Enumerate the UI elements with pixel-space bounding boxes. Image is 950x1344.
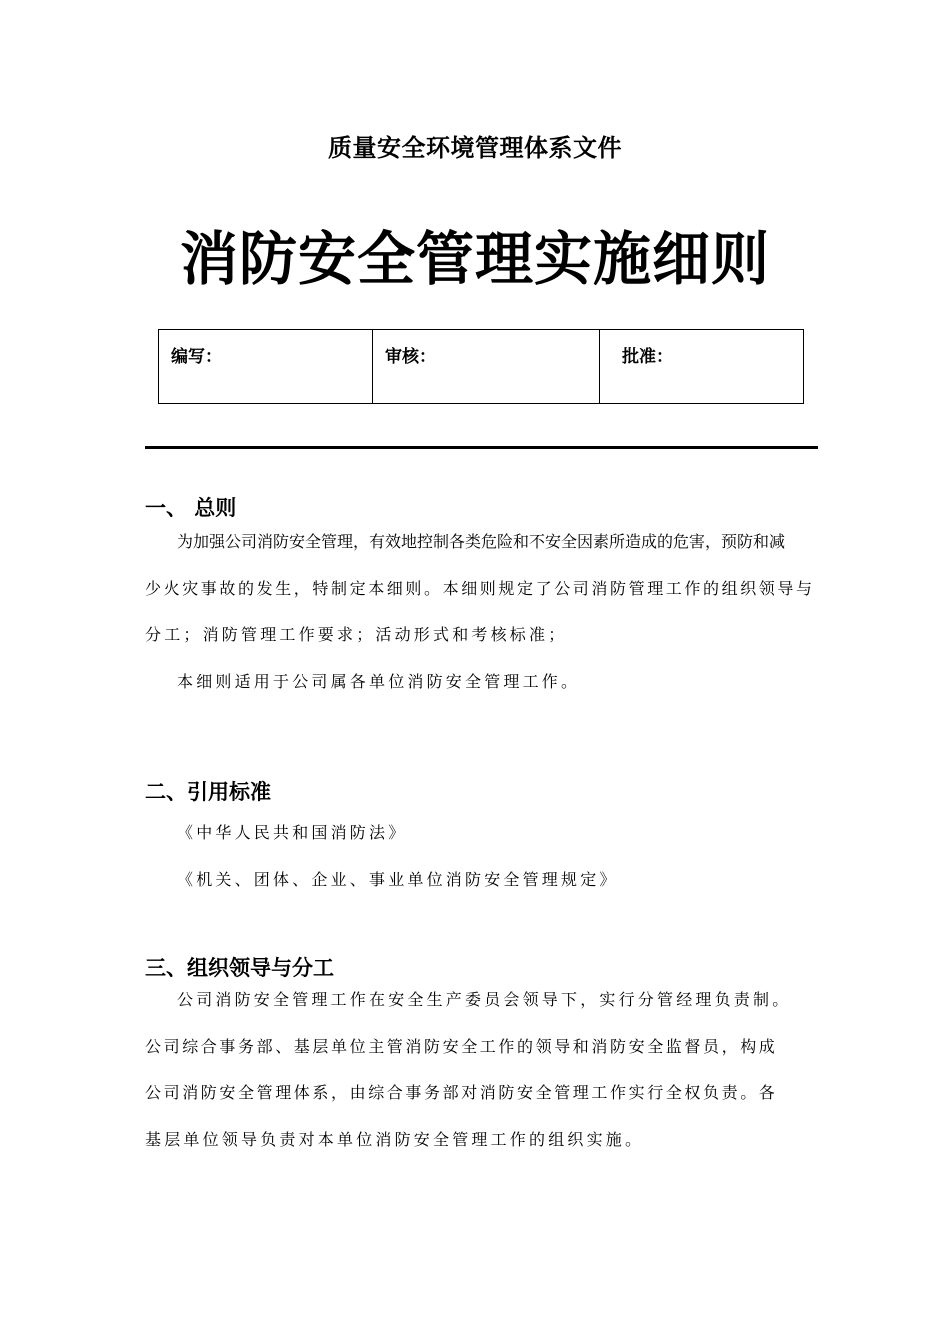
section-body-organization	[145, 977, 809, 1163]
section-body-general	[145, 519, 815, 705]
paragraph-line: 本细则适用于公司属各单位消防安全管理工作。	[177, 671, 581, 691]
horizontal-divider	[145, 446, 818, 449]
author-cell	[159, 330, 373, 404]
paragraph-line: 公司消防安全管理工作在安全生产委员会领导下，实行分管经理负责制。	[177, 990, 792, 1009]
reference-item: 《中华人民共和国消防法》	[177, 823, 408, 842]
approve-label: 批准：	[622, 347, 673, 367]
section-heading-organization: 三、组织领导与分工	[145, 956, 334, 980]
document-supertitle: 质量安全环境管理体系文件	[328, 134, 622, 162]
paragraph-line: 为加强公司消防安全管理，有效地控制各类危险和不安全因素所造成的危害，预防和减	[177, 532, 786, 551]
signoff-table	[158, 329, 804, 404]
paragraph-line: 公司综合事务部、基层单位主管消防安全工作的领导和消防安全监督员，构成	[145, 1036, 778, 1056]
review-cell	[373, 330, 600, 404]
section-body-references	[145, 810, 809, 903]
paragraph-line: 基层单位领导负责对本单位消防安全管理工作的组织实施。	[145, 1129, 645, 1149]
reference-item: 《机关、团体、企业、事业单位消防安全管理规定》	[177, 869, 619, 889]
approve-cell	[600, 330, 804, 404]
document-title: 消防安全管理实施细则	[179, 225, 770, 293]
paragraph-line: 少火灾事故的发生，特制定本细则。本细则规定了公司消防管理工作的组织领导与	[145, 578, 815, 598]
author-label: 编写：	[171, 347, 222, 367]
paragraph-line: 公司消防安全管理体系，由综合事务部对消防安全管理工作实行全权负责。各	[145, 1083, 778, 1102]
section-heading-general: 一、 总则	[145, 496, 237, 520]
paragraph-line: 分工；消防管理工作要求；活动形式和考核标准；	[145, 625, 568, 644]
review-label: 审核：	[385, 347, 436, 367]
section-heading-references: 二、引用标准	[145, 780, 271, 804]
